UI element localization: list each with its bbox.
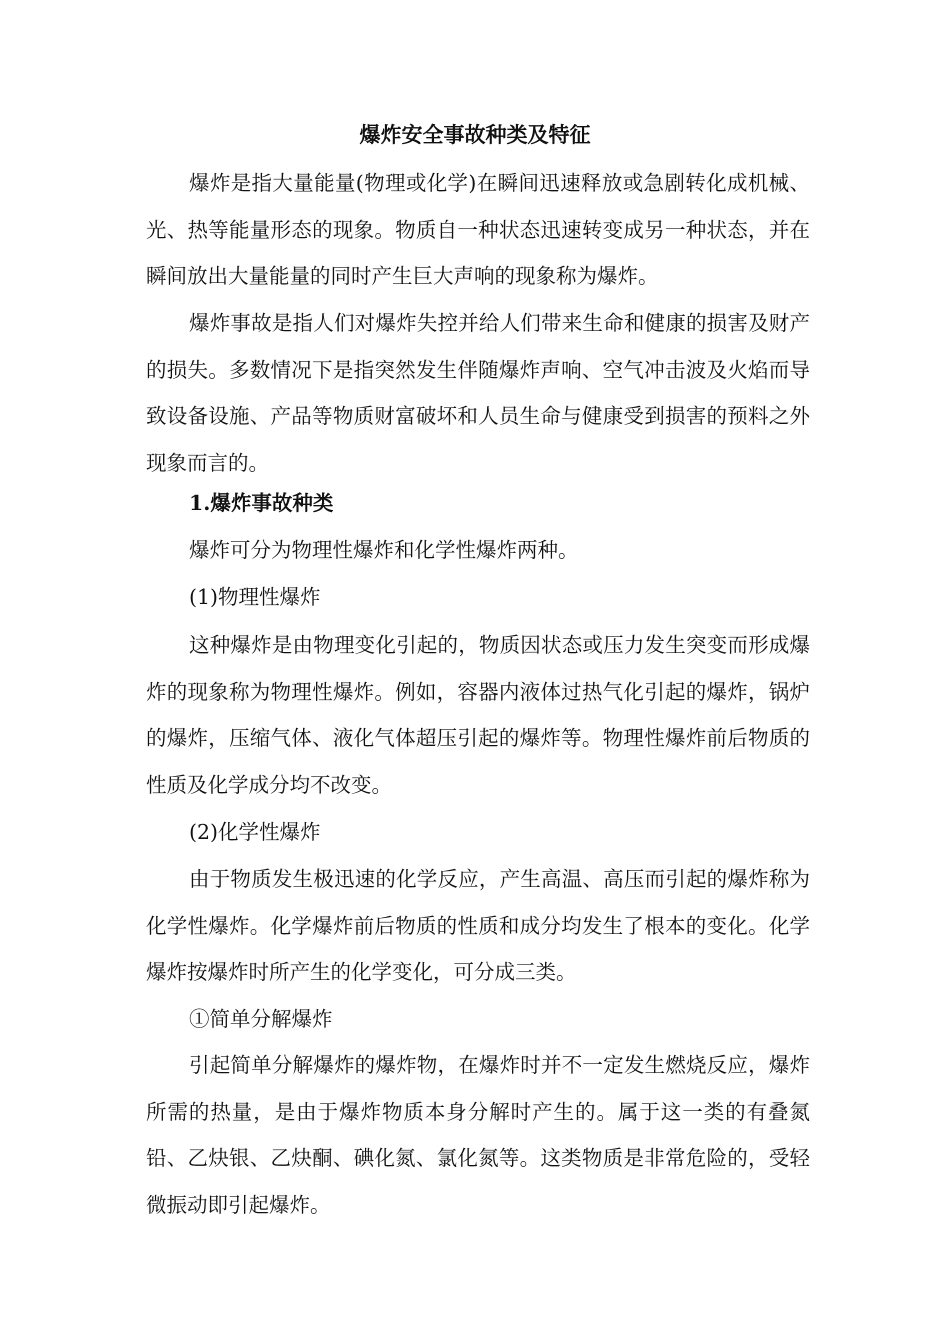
subheading-simple-decomposition: ①简单分解爆炸 [189, 1007, 333, 1031]
paragraph-explosion-accident-definition: 爆炸事故是指人们对爆炸失控并给人们带来生命和健康的损害及财产的损失。多数情况下是指突然发生伴随爆炸声响、空气冲击波及火焰而导致设备设施、产品等物质财富破坏和人员生命与健康受到损害的预料之外现象而言的。 [146, 311, 810, 475]
subheading-chemical-explosion: (2)化学性爆炸 [189, 820, 321, 844]
paragraph-explosion-categories: 爆炸可分为物理性爆炸和化学性爆炸两种。 [189, 538, 579, 562]
paragraph-chemical-explosion: 由于物质发生极迅速的化学反应，产生高温、高压而引起的爆炸称为化学性爆炸。化学爆炸前后物质的性质和成分均发生了根本的变化。化学爆炸按爆炸时所产生的化学变化，可分成三类。 [146, 867, 810, 984]
paragraph-physical-explosion: 这种爆炸是由物理变化引起的，物质因状态或压力发生突变而形成爆炸的现象称为物理性爆炸。例如，容器内液体过热气化引起的爆炸，锅炉的爆炸，压缩气体、液化气体超压引起的爆炸等。物理性爆炸前后物质的性质及化学成分均不改变。 [146, 633, 810, 797]
section-heading-accident-types: 1.爆炸事故种类 [189, 491, 334, 515]
paragraph-explosion-definition: 爆炸是指大量能量(物理或化学)在瞬间迅速释放或急剧转化成机械、光、热等能量形态的现象。物质自一种状态迅速转变成另一种状态，并在瞬间放出大量能量的同时产生巨大声响的现象称为爆炸。 [146, 171, 810, 288]
document-title: 爆炸安全事故种类及特征 [359, 122, 591, 147]
subheading-physical-explosion: (1)物理性爆炸 [189, 585, 321, 609]
paragraph-simple-decomposition: 引起简单分解爆炸的爆炸物，在爆炸时并不一定发生燃烧反应，爆炸所需的热量，是由于爆炸物质本身分解时产生的。属于这一类的有叠氮铅、乙炔银、乙炔酮、碘化氮、氯化氮等。这类物质是非常危险的，受轻微振动即引起爆炸。 [146, 1053, 810, 1217]
